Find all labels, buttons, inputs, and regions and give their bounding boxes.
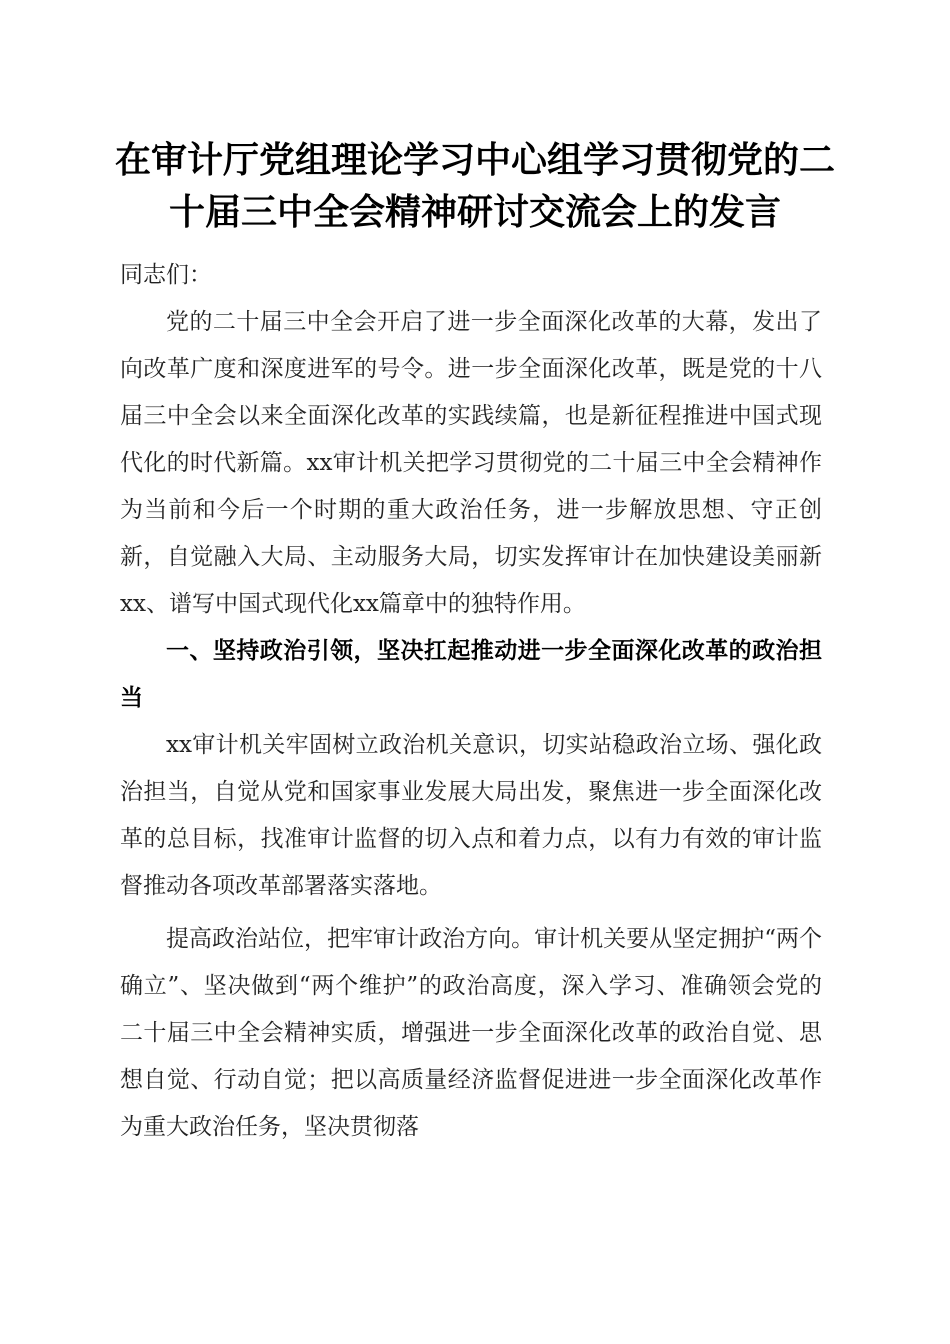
salutation: 同志们： <box>120 262 212 288</box>
document-body <box>120 252 822 1151</box>
document-title: 在审计厅党组理论学习中心组学习贯彻党的二十届三中全会精神研讨交流会上的发言 <box>114 139 835 233</box>
paragraph-section-1: xx审计机关牢固树立政治机关意识，切实站稳政治立场、强化政治担当，自觉从党和国家事业发展大局出发，聚焦进一步全面深化改革的总目标，找准审计监督的切入点和着力点，以有力有效的审计监督推动各项改革部署落实落地。 <box>120 732 822 899</box>
section-heading-1: 一、坚持政治引领，坚决扛起推动进一步全面深化改革的政治担当 <box>120 638 822 711</box>
paragraph-political-stance: 提高政治站位，把牢审计政治方向。审计机关要从坚定拥护“两个确立”、坚决做到“两个维护”的政治高度，深入学习、准确领会党的二十届三中全会精神实质，增强进一步全面深化改革的政治自觉、思想自觉、行动自觉；把以高质量经济监督促进进一步全面深化改革作为重大政治任务，坚决贯彻落 <box>120 926 822 1140</box>
paragraph-intro: 党的二十届三中全会开启了进一步全面深化改革的大幕，发出了向改革广度和深度进军的号令。进一步全面深化改革，既是党的十八届三中全会以来全面深化改革的实践续篇，也是新征程推进中国式现代化的时代新篇。xx审计机关把学习贯彻党的二十届三中全会精神作为当前和今后一个时期的重大政治任务，进一步解放思想、守正创新，自觉融入大局、主动服务大局，切实发挥审计在加快建设美丽新xx、谱写中国式现代化xx篇章中的独特作用。 <box>120 309 822 617</box>
